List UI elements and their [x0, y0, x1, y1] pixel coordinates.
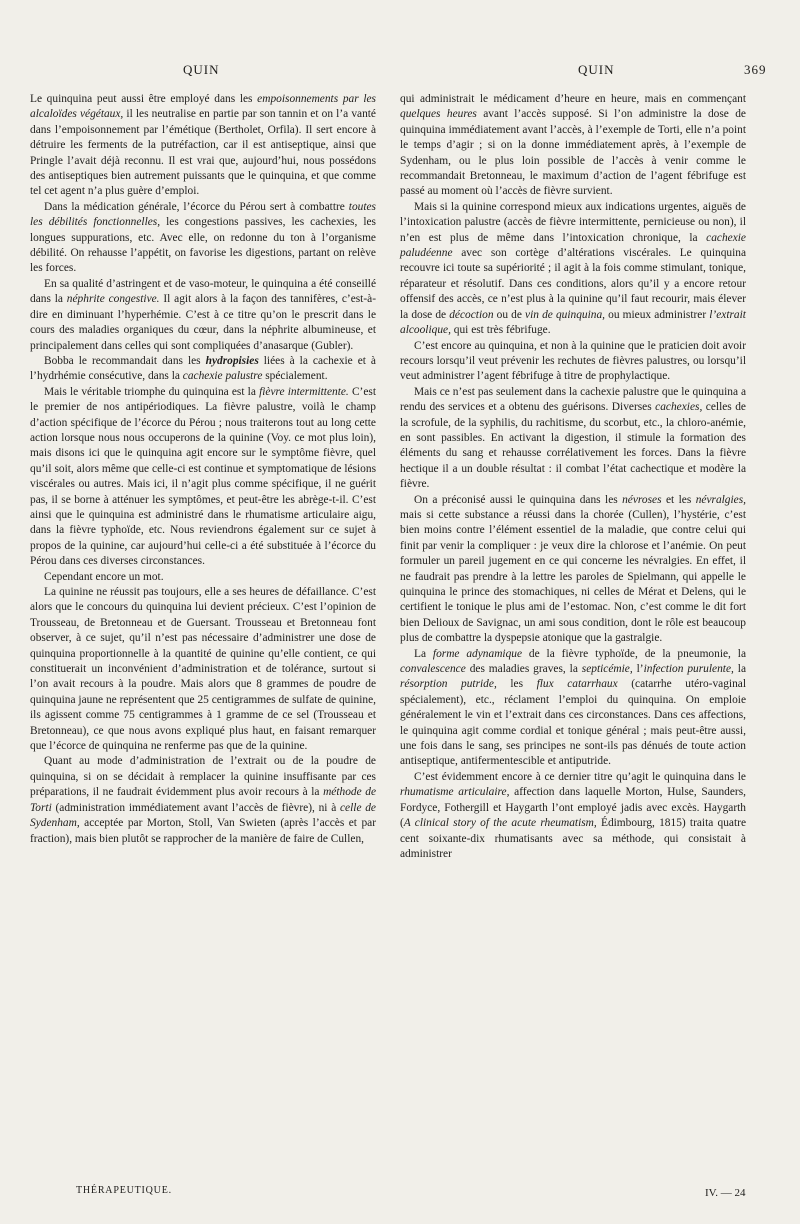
- emphasized-term: septicémie,: [581, 663, 633, 676]
- text-run: Bobba le recommandait dans les: [44, 354, 206, 367]
- paragraph: [400, 339, 746, 385]
- text-run: qui administrait le médicament d’heure en heure, mais en commençant: [400, 93, 746, 105]
- emphasized-term: convalescence: [400, 663, 466, 676]
- text-run: Quant au mode d’administration de l’extrait ou de la poudre de quinquina, si on se décidait à remplacer la quinine insuffisante par ces préparations, il ne faudrait évidemment plus avoir recours à la: [30, 755, 376, 799]
- text-run: C’est le premier de nos antipériodiques. La fièvre palustre, voilà le champ d’action spécifique de l’écorce du Pérou ; nous traiterons tout au long cette action lorsque nous nous occuperons de la quinine (Voy. ce mot plus loin), mais disons ici que le quinquina agit encore sur le symptôme fièvre, quel qu’il soit, alors même que celle-ci est continue et symptomatique de lésions viscérales ou autres. Mais ici, il n’agit plus comme spécifique, il ne guérit pas, il se borne à atténuer les symptômes, et peut-être les abrège-t-il. C’est ainsi que le quinquina est administré dans le rhumatisme articulaire aigu, dans la fièvre typhoïde, etc. Nous reviendrons également sur ce sujet à propos de la quinine, car aujourd’hui celle-ci a été substituée à l’écorce du Pérou dans ces diverses circonstances.: [30, 385, 376, 568]
- text-run: avant l’accès supposé. Si l’on administre la dose de quinquina immédiatement avant l’accès, à l’exemple de Torti, elle n’a point le temps d’agir ; si on la donne immédiatement après, à l’exemple de Sydenham, ou le plus loin possible de l’accès à venir comme le recommandait Bretonneau, le maximum d’action de l’agent fébrifuge est passé au moment où l’accès de fièvre survient.: [400, 108, 746, 198]
- paragraph: [400, 92, 746, 200]
- emphasized-term: névroses: [622, 493, 662, 506]
- text-run: il les neutralise en partie par son tannin et on l’a vanté dans l’empoisonnement par l’émétique (Bertholet, Orfila). Il sert encore à détruire les ferments de la putréfaction, car il est antiseptique, ainsi que Pringle l’avait déjà reconnu. Il est vrai que, aujourd’hui, nous possédons des antiseptiques bien autrement puissants que le quinquina, et que comme tel cet agent n’a plus guère d’emploi.: [30, 108, 376, 198]
- text-run: affection dans laquelle Morton, Hulse, Saunders, Fordyce, Fothergill et Haygarth l’ont employé jadis avec excès. Haygarth (: [400, 786, 746, 830]
- text-run: acceptée par Morton, Stoll, Van Swieten (après l’accès et par fraction), mais bien plutôt se rapprocher de la manière de faire de Cullen,: [30, 817, 376, 845]
- text-run: La quinine ne réussit pas toujours, elle a ses heures de défaillance. C’est alors que le concours du quinquina lui devient précieux. C’est l’opinion de Trousseau, de Bretonneau et de Guersant. Trousseau et Bretonneau font observer, à ce sujet, qu’il n’est pas nécessaire d’administrer une dose de quinquina proportionnelle à la quantité de quinine qu’elle contient, ce qui constituerait un inconvénient d’administration et de tolérance, surtout si l’on avait recours à la poudre. Mais alors que 8 grammes de poudre de quinquina jaune ne représentent que 25 centigrammes de sulfate de quinine, ils agissent comme 75 centigrammes à 1 gramme de ce sel (Trousseau et Bretonneau), ce que nous avons expliqué plus haut, en faisant remarquer que l’écorce de quinquina ne renferme pas que de la quinine.: [30, 586, 376, 753]
- paragraph: [400, 770, 746, 862]
- paragraph: [400, 647, 746, 770]
- paragraph: [30, 354, 376, 385]
- text-run: Mais le véritable triomphe du quinquina est la: [44, 385, 260, 398]
- running-head-left: QUIN: [183, 62, 220, 77]
- text-run: C’est évidemment encore à ce dernier titre qu’agit le quinquina dans le: [414, 770, 746, 783]
- text-run: On a préconisé aussi le quinquina dans les: [414, 493, 623, 506]
- footer-signature-mark: IV. — 24: [705, 1187, 746, 1199]
- footer-section-title: THÉRAPEUTIQUE.: [76, 1185, 172, 1196]
- emphasized-term: cachexie paludéenne: [400, 231, 746, 260]
- running-head-right: QUIN: [578, 62, 615, 77]
- emphasized-term: hydropisies: [205, 354, 259, 367]
- text-run: et les: [661, 493, 696, 506]
- text-run: les congestions passives, les cachexies, les longues suppurations, etc. Avec elle, on redonne du ton à l’organisme débilité. On rehausse l’appétit, on favorise les digestions, partant on relève les forces.: [30, 216, 376, 275]
- emphasized-term: A clinical story of the acute rheumatism,: [403, 817, 597, 830]
- paragraph: [30, 200, 376, 277]
- emphasized-term: toutes les débilités fonctionnelles,: [30, 200, 376, 229]
- paragraph: [30, 385, 376, 570]
- emphasized-term: vin de quinquina,: [525, 308, 606, 321]
- paragraph: [400, 385, 746, 493]
- text-run: Mais si la quinine correspond mieux aux indications urgentes, aiguës de l’intoxication palustre (accès de fièvre intermittente, pernicieuse ou non), il n’en est plus de même dans l’intoxication chronique, la: [400, 200, 746, 244]
- text-run: Dans la médication générale, l’écorce du Pérou sert à combattre: [44, 200, 349, 213]
- text-run: les: [496, 678, 537, 691]
- text-run: avec son cortège d’altérations viscérales. Le quinquina recouvre ici toute sa supériorité ; il agit à la fois comme stimulant, tonique, réparateur et résolutif. Dans ces conditions, alors qu’il y a encore retour offensif des accès, ce n’est plus à la quinine qu’il faut recourir, mais élever la dose de: [400, 247, 746, 321]
- text-run: mais si cette substance a réussi dans la chorée (Cullen), l’hystérie, c’est bien moins contre l’élément essentiel de la maladie, que contre celui qui finit par venir la compliquer : je veux dire la chlorose et l’anémie. On peut formuler un pareil jugement en ce qui concerne les névralgies. En effet, il ne faudrait pas prendre à la lettre les paroles de Spielmann, qui appelle le quinquina le prince des stomachiques, ni celles de Mérat et Delens, qui le certifient le tonique le plus ami de l’estomac. Non, c’est comme le dit fort bien Delioux de Savignac, un ami sous condition, dont le rôle est beaucoup plus de combattre la dyspepsie atonique que la gastralgie.: [400, 508, 746, 645]
- text-run: de la fièvre typhoïde, de la pneumonie, la: [522, 647, 746, 660]
- text-run: la: [733, 663, 747, 676]
- emphasized-term: empoisonnements par les alcaloïdes végétaux,: [30, 93, 376, 121]
- text-run: l’: [632, 663, 644, 676]
- paragraph: [30, 585, 376, 754]
- emphasized-term: cachexie palustre: [182, 370, 263, 383]
- text-run: La: [414, 647, 433, 660]
- emphasized-term: celle de Sydenham,: [30, 801, 376, 830]
- text-run: (catarrhe utéro-vaginal spécialement), etc., réclament l’emploi du quinquina. On emploie généralement le vin et l’extrait dans ces circonstances. Dans ces affections, le quinquina agit comme cordial et tonique général ; mais peut-être aussi, une fois dans le sang, ses principes ne sont-ils pas dénués de toute action antiseptique, antifermentescible et antiputride.: [400, 678, 746, 768]
- emphasized-term: flux catarrhaux: [536, 678, 618, 691]
- text-run: (administration immédiatement avant l’accès de fièvre), ni à: [51, 801, 340, 814]
- emphasized-term: l’extrait alcoolique,: [400, 308, 746, 337]
- paragraph: [30, 570, 376, 585]
- emphasized-term: néphrite congestive.: [66, 293, 160, 306]
- text-run: Le quinquina peut aussi être employé dans les: [30, 93, 258, 105]
- text-run: Mais ce n’est pas seulement dans la cachexie palustre que le quinquina a rendu des services et a obtenu des guérisons. Diverses: [400, 385, 746, 414]
- emphasized-term: cachexies,: [655, 401, 703, 414]
- text-run: celles de la scrofule, de la syphilis, du rachitisme, du scorbut, etc., la chloro-anémie, en sont passibles. En activant la digestion, il stimule la formation des éléments du sang et rehausse corrélativement les forces. Dans la fièvre hectique il a un double résultat : il combat l’état cachectique et modère la fièvre.: [400, 401, 746, 491]
- emphasized-term: névralgies,: [695, 493, 746, 506]
- paragraph: [30, 754, 376, 846]
- text-run: C’est encore au quinquina, et non à la quinine que le praticien doit avoir recours lorsqu’il veut prévenir les rechutes de fièvres palustres, ou lorsqu’il veut administrer l’agent fébrifuge à titre de prophylactique.: [400, 339, 746, 383]
- text-run: Il agit alors à la façon des tannifères, c’est-à-dire en diminuant l’hyperhémie. C’est à ce titre qu’on le prescrit dans le cours des maladies organiques du cœur, dans la néphrite albumineuse, et principalement dans celles qui sont compliquées d’anasarque (Gubler).: [30, 293, 376, 352]
- text-run: ou mieux administrer: [605, 308, 710, 321]
- emphasized-term: infection purulente,: [643, 663, 734, 676]
- text-run: En sa qualité d’astringent et de vaso-moteur, le quinquina a été conseillé dans la: [30, 277, 376, 306]
- paragraph: [400, 493, 746, 647]
- paragraph: [30, 92, 376, 200]
- emphasized-term: quelques heures: [400, 108, 477, 121]
- text-run: liées à la cachexie et à l’hydrhémie consécutive, dans la: [30, 354, 376, 383]
- text-run: qui est très fébrifuge.: [450, 324, 551, 337]
- left-text-column: [30, 92, 376, 847]
- paragraph: [30, 277, 376, 354]
- emphasized-term: résorption putride,: [400, 678, 497, 691]
- emphasized-term: forme adynamique: [432, 647, 523, 660]
- text-run: Édimbourg, 1815) traita quatre cent soixante-dix rhumatisants avec sa méthode, qui consistait à administrer: [400, 817, 746, 860]
- emphasized-term: méthode de Torti: [30, 786, 376, 814]
- text-run: ou de: [493, 308, 526, 321]
- right-text-column: [400, 92, 746, 862]
- text-run: Cependant encore un mot.: [44, 570, 164, 583]
- emphasized-term: rhumatisme articulaire,: [400, 786, 510, 799]
- emphasized-term: fièvre intermittente.: [259, 385, 349, 398]
- text-run: spécialement.: [262, 370, 328, 383]
- text-run: des maladies graves, la: [465, 663, 582, 676]
- paragraph: [400, 200, 746, 339]
- page-number: 369: [744, 62, 767, 77]
- emphasized-term: décoction: [449, 308, 494, 321]
